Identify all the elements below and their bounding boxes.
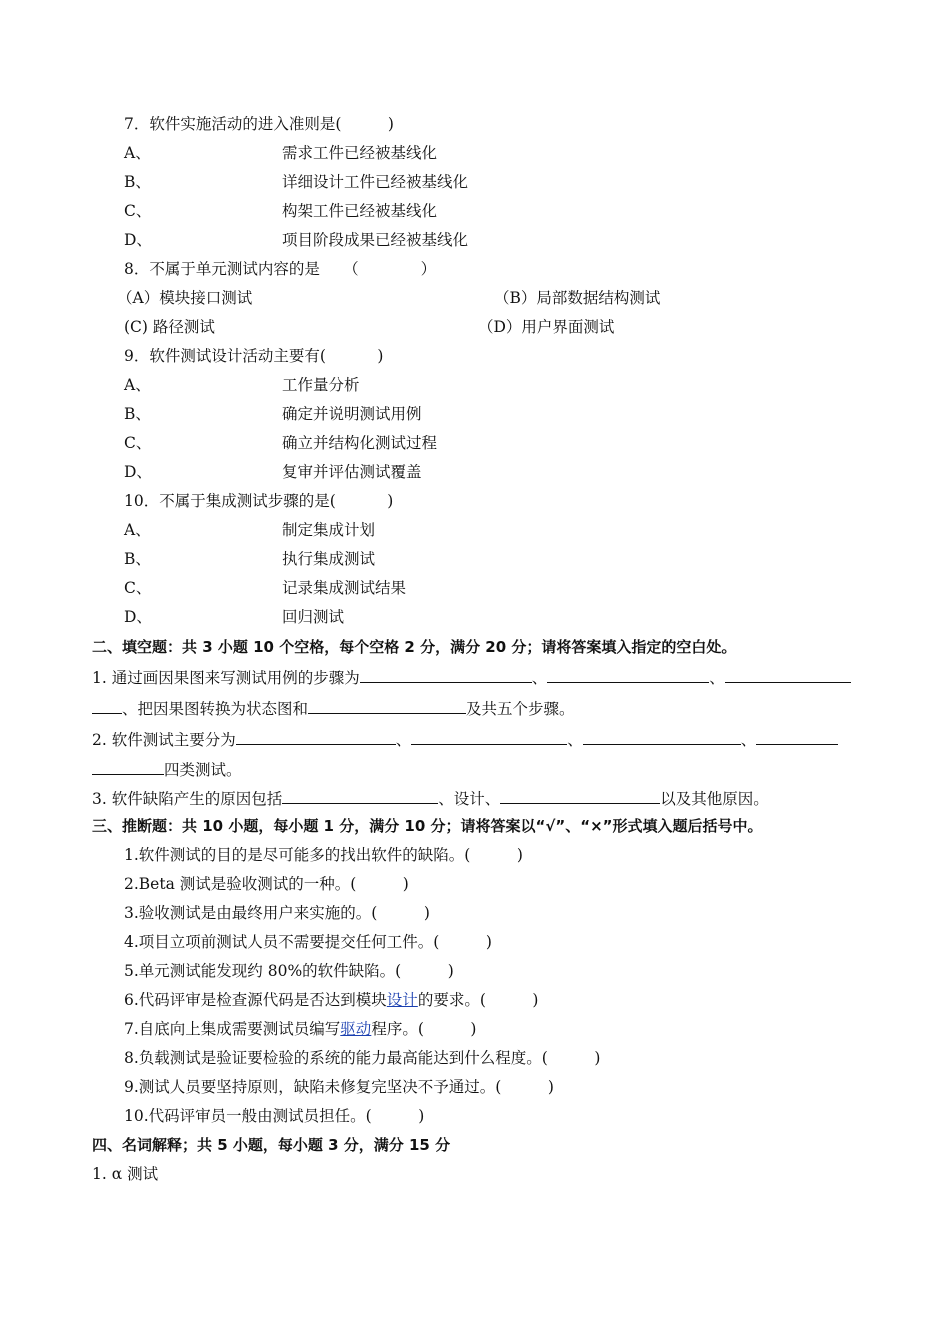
- option-key: D、: [124, 231, 152, 249]
- option-text: 确立并结构化测试过程: [282, 434, 438, 452]
- separator: 、: [740, 731, 757, 749]
- option-text: 项目阶段成果已经被基线化: [282, 231, 469, 249]
- separator: 、: [567, 731, 583, 749]
- question-10-stem: 10．不属于集成测试步骤的是( ): [124, 492, 394, 510]
- fill-q1-mid-text: 、把因果图转换为状态图和: [122, 700, 309, 718]
- option-text: 执行集成测试: [282, 550, 376, 568]
- fill-question-1-line-1: [92, 665, 851, 689]
- fill-q3-mid-text: 、设计、: [438, 790, 501, 808]
- option-key: C、: [124, 579, 152, 597]
- option-text: 确定并说明测试用例: [282, 405, 422, 423]
- answer-blank[interactable]: [308, 696, 466, 714]
- option-text: 详细设计工件已经被基线化: [282, 173, 469, 191]
- judge-item-6-text: 6.代码评审是检查源代码是否达到模块: [124, 991, 387, 1009]
- fill-q3-end-text: 以及其他原因。: [660, 790, 769, 808]
- fill-question-2-line-2: [92, 757, 242, 781]
- option-text: 需求工件已经被基线化: [282, 144, 438, 162]
- option-key: C、: [124, 202, 152, 220]
- fill-question-2-line-1: [92, 727, 838, 751]
- answer-blank[interactable]: [360, 665, 532, 683]
- judge-item-7-text: 7.自底向上集成需要测试员编写: [124, 1020, 341, 1038]
- option-key: B、: [124, 173, 151, 191]
- judge-item-3: 3.验收测试是由最终用户来实施的。( ): [124, 904, 430, 922]
- judge-item-2: 2.Beta 测试是验收测试的一种。( ): [124, 875, 409, 893]
- answer-blank[interactable]: [282, 786, 438, 804]
- q7-option-b: [124, 171, 469, 193]
- q9-option-c: [124, 432, 438, 454]
- fill-question-1-line-2: [92, 696, 575, 720]
- option-key: A、: [124, 521, 151, 539]
- fill-q1-end-text: 及共五个步骤。: [466, 700, 575, 718]
- terms-section-heading: 四、名词解释；共 5 小题，每小题 3 分，满分 15 分: [92, 1136, 451, 1154]
- q8-option-a: （A）模块接口测试: [117, 289, 253, 307]
- option-text: 工作量分析: [282, 376, 360, 394]
- separator: 、: [709, 669, 725, 687]
- answer-blank[interactable]: [411, 727, 567, 745]
- option-key: A、: [124, 144, 151, 162]
- option-text: 构架工件已经被基线化: [282, 202, 438, 220]
- fill-q3-text: 3. 软件缺陷产生的原因包括: [92, 790, 283, 808]
- option-key: D、: [124, 608, 152, 626]
- answer-blank[interactable]: [500, 786, 660, 804]
- q7-option-c: [124, 200, 438, 222]
- q9-option-d: [124, 461, 422, 483]
- option-key: D、: [124, 463, 152, 481]
- q10-option-b: [124, 548, 376, 570]
- answer-blank[interactable]: [92, 757, 164, 775]
- answer-blank[interactable]: [583, 727, 741, 745]
- q7-option-d: [124, 229, 469, 251]
- judge-item-8: 8.负载测试是验证要检验的系统的能力最高能达到什么程度。( ): [124, 1049, 601, 1067]
- q10-option-c: [124, 577, 407, 599]
- judge-item-1: 1.软件测试的目的是尽可能多的找出软件的缺陷。( ): [124, 846, 523, 864]
- answer-blank[interactable]: [725, 665, 851, 683]
- fill-q2-text: 2. 软件测试主要分为: [92, 731, 236, 749]
- judge-item-7: [124, 1018, 476, 1040]
- answer-blank[interactable]: [756, 727, 838, 745]
- q8-option-d: （D）用户界面测试: [478, 318, 615, 336]
- judge-item-6: [124, 989, 538, 1011]
- fill-q1-text: 1. 通过画因果图来写测试用例的步骤为: [92, 669, 360, 687]
- option-text: 回归测试: [282, 608, 345, 626]
- q8-option-c: (C) 路径测试: [124, 318, 215, 336]
- answer-blank[interactable]: [92, 696, 122, 714]
- question-8-stem: 8．不属于单元测试内容的是 （ ）: [124, 260, 437, 278]
- judge-section-heading: 三、推断题：共 10 小题，每小题 1 分，满分 10 分；请将答案以“√”、“×”形式填入题后括号中。: [92, 817, 763, 835]
- driver-link[interactable]: 驱动: [340, 1020, 372, 1038]
- answer-blank[interactable]: [547, 665, 709, 683]
- option-key: B、: [124, 550, 151, 568]
- judge-item-10: 10.代码评审员一般由测试员担任。( ): [124, 1107, 425, 1125]
- q10-option-a: [124, 519, 376, 541]
- judge-item-6-tail: 的要求。( ): [417, 991, 539, 1009]
- answer-blank[interactable]: [236, 727, 396, 745]
- judge-item-7-tail: 程序。( ): [371, 1020, 477, 1038]
- q9-option-b: [124, 403, 422, 425]
- judge-item-9: 9.测试人员要坚持原则，缺陷未修复完坚决不予通过。( ): [124, 1078, 554, 1096]
- fill-section-heading: 二、填空题：共 3 小题 10 个空格，每个空格 2 分，满分 20 分；请将答案填入指定的空白处。: [92, 638, 737, 656]
- fill-q2-end-text: 四类测试。: [164, 761, 242, 779]
- judge-item-5: 5.单元测试能发现约 80%的软件缺陷。( ): [124, 962, 454, 980]
- q7-option-a: [124, 142, 438, 164]
- option-key: B、: [124, 405, 151, 423]
- q10-option-d: [124, 606, 345, 628]
- option-key: A、: [124, 376, 151, 394]
- option-text: 复审并评估测试覆盖: [282, 463, 422, 481]
- q8-option-b: （B）局部数据结构测试: [494, 289, 661, 307]
- option-text: 制定集成计划: [282, 521, 376, 539]
- separator: 、: [531, 669, 548, 687]
- q9-option-a: [124, 374, 360, 396]
- design-link[interactable]: 设计: [386, 991, 418, 1009]
- question-7-stem: 7．软件实施活动的进入准则是( ): [124, 115, 394, 133]
- terms-question-1: 1. α 测试: [92, 1165, 159, 1183]
- option-key: C、: [124, 434, 152, 452]
- separator: 、: [395, 731, 412, 749]
- option-text: 记录集成测试结果: [282, 579, 407, 597]
- fill-question-3: [92, 786, 769, 810]
- question-9-stem: 9．软件测试设计活动主要有( ): [124, 347, 384, 365]
- judge-item-4: 4.项目立项前测试人员不需要提交任何工件。( ): [124, 933, 492, 951]
